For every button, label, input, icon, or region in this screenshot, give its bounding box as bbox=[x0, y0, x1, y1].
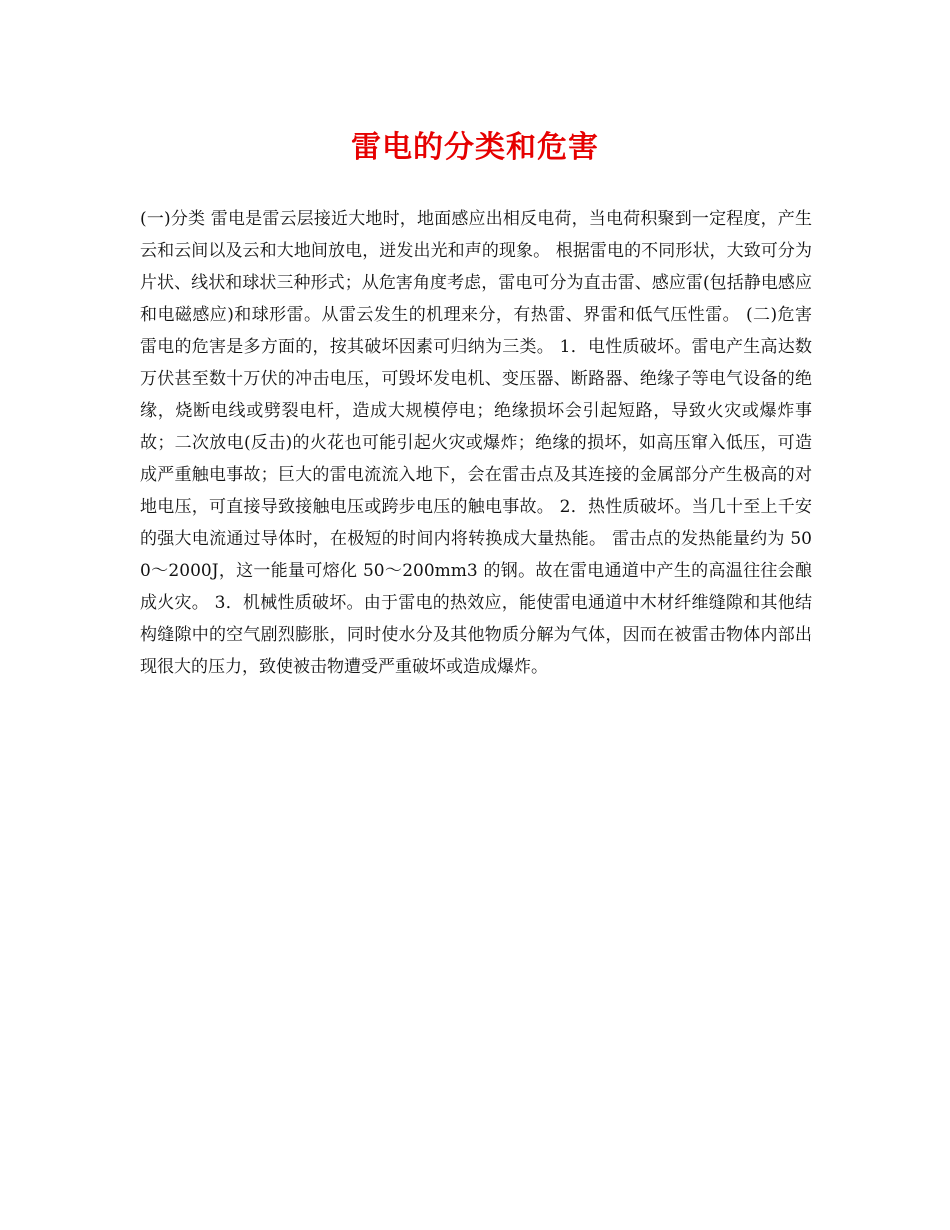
document-body: (一)分类 雷电是雷云层接近大地时，地面感应出相反电荷，当电荷积聚到一定程度，产生云和云间以及云和大地间放电，迸发出光和声的现象。 根据雷电的不同形状，大致可分为片状、线状和球状三种形式；从危害角度考虑，雷电可分为直击雷、感应雷(包括静电感应和电磁感应)和球形雷。从雷云发生的机理来分，有热雷、界雷和低气压性雷。 (二)危害 雷电的危害是多方面的，按其破坏因素可归纳为三类。 1．电性质破坏。雷电产生高达数万伏甚至数十万伏的冲击电压，可毁坏发电机、变压器、断路器、绝缘子等电气设备的绝缘，烧断电线或劈裂电杆，造成大规模停电；绝缘损坏会引起短路，导致火灾或爆炸事故；二次放电(反击)的火花也可能引起火灾或爆炸；绝缘的损坏，如高压窜入低压，可造成严重触电事故；巨大的雷电流流入地下，会在雷击点及其连接的金属部分产生极高的对地电压，可直接导致接触电压或跨步电压的触电事故。 2．热性质破坏。当几十至上千安的强大电流通过导体时，在极短的时间内将转换成大量热能。 雷击点的发热能量约为 500～2000J，这一能量可熔化 50～200mm3 的钢。故在雷电通道中产生的高温往往会酿成火灾。 3．机械性质破坏。由于雷电的热效应，能使雷电通道中木材纤维缝隙和其他结构缝隙中的空气剧烈膨胀，同时使水分及其他物质分解为气体，因而在被雷击物体内部出现很大的压力，致使被击物遭受严重破坏或造成爆炸。 bbox=[140, 209, 812, 677]
document-title: 雷电的分类和危害 bbox=[351, 130, 599, 165]
